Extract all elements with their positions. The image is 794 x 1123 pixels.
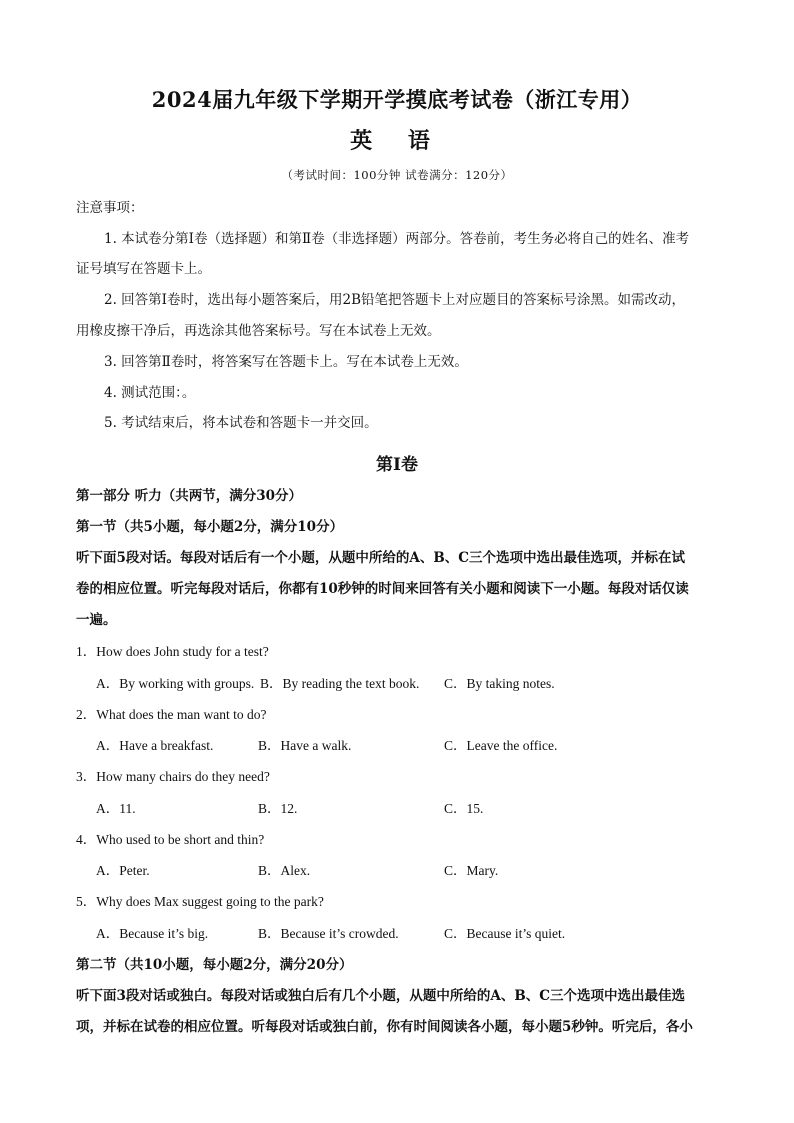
question-1-option-a: A．By working with groups. — [96, 676, 255, 691]
notice-item-1-line-2: 证号填写在答题卡上。 — [76, 261, 211, 277]
question-5-option-b: B．Because it’s crowded. — [258, 926, 399, 941]
notice-item-5: 5. 考试结束后，将本试卷和答题卡一并交回。 — [104, 415, 378, 431]
question-2-option-c: C．Leave the office. — [444, 738, 558, 753]
notice-heading: 注意事项： — [76, 200, 144, 216]
question-5-option-c: C．Because it’s quiet. — [444, 926, 566, 941]
question-2-option-a: A．Have a breakfast. — [96, 738, 214, 753]
question-5: 5．Why does Max suggest going to the park? — [76, 894, 324, 909]
question-1-option-b: B．By reading the text book. — [260, 676, 420, 691]
page-title: 2024届九年级下学期开学摸底考试卷（浙江专用） — [151, 87, 643, 112]
notice-item-2-line-1: 2. 回答第Ⅰ卷时，选出每小题答案后，用2B铅笔把答题卡上对应题目的答案标号涂黑。如需改动， — [104, 292, 686, 308]
notice-item-4: 4. 测试范围：。 — [104, 385, 196, 401]
notice-item-3: 3. 回答第Ⅱ卷时，将答案写在答题卡上。写在本试卷上无效。 — [104, 354, 468, 370]
exam-info: （考试时间：100分钟 试卷满分：120分） — [281, 168, 513, 182]
section-1-heading: 第一节（共5小题，每小题2分，满分10分） — [76, 519, 344, 535]
question-1-option-c: C．By taking notes. — [444, 676, 555, 691]
question-4-option-a: A．Peter. — [96, 863, 150, 878]
part-1-heading: 第一部分 听力（共两节，满分30分） — [76, 488, 302, 504]
question-3-option-c: C．15. — [444, 801, 484, 816]
notice-item-2-line-2: 用橡皮擦干净后，再选涂其他答案标号。写在本试卷上无效。 — [76, 323, 441, 339]
question-4: 4．Who used to be short and thin? — [76, 832, 265, 847]
section-2-instructions-line-1: 听下面3段对话或独白。每段对话或独白后有几个小题，从题中所给的A、B、C三个选项中选出最佳选 — [76, 988, 686, 1004]
notice-item-1-line-1: 1. 本试卷分第Ⅰ卷（选择题）和第Ⅱ卷（非选择题）两部分。答卷前，考生务必将自己的姓名、准考 — [104, 231, 690, 247]
section-2-instructions-line-2: 项，并标在试卷的相应位置。听每段对话或独白前，你有时间阅读各小题，每小题5秒钟。听完后，各小 — [76, 1019, 693, 1035]
question-2-option-b: B．Have a walk. — [258, 738, 352, 753]
subject-heading: 英 语 — [350, 128, 444, 154]
question-1: 1．How does John study for a test? — [76, 644, 269, 659]
question-4-option-b: B．Alex. — [258, 863, 311, 878]
question-2: 2．What does the man want to do? — [76, 707, 267, 722]
question-5-option-a: A．Because it’s big. — [96, 926, 209, 941]
section-2-heading: 第二节（共10小题，每小题2分，满分20分） — [76, 957, 353, 973]
section-1-instructions-line-3: 一遍。 — [76, 612, 117, 628]
volume-1-title: 第Ⅰ卷 — [376, 455, 418, 475]
question-3-option-a: A．11. — [96, 801, 136, 816]
question-3: 3．How many chairs do they need? — [76, 769, 270, 784]
question-4-option-c: C．Mary. — [444, 863, 499, 878]
section-1-instructions-line-2: 卷的相应位置。听完每段对话后，你都有10秒钟的时间来回答有关小题和阅读下一小题。每段对话仅读 — [76, 581, 689, 597]
section-1-instructions-line-1: 听下面5段对话。每段对话后有一个小题，从题中所给的A、B、C三个选项中选出最佳选项，并标在试 — [76, 550, 686, 566]
question-3-option-b: B．12. — [258, 801, 298, 816]
